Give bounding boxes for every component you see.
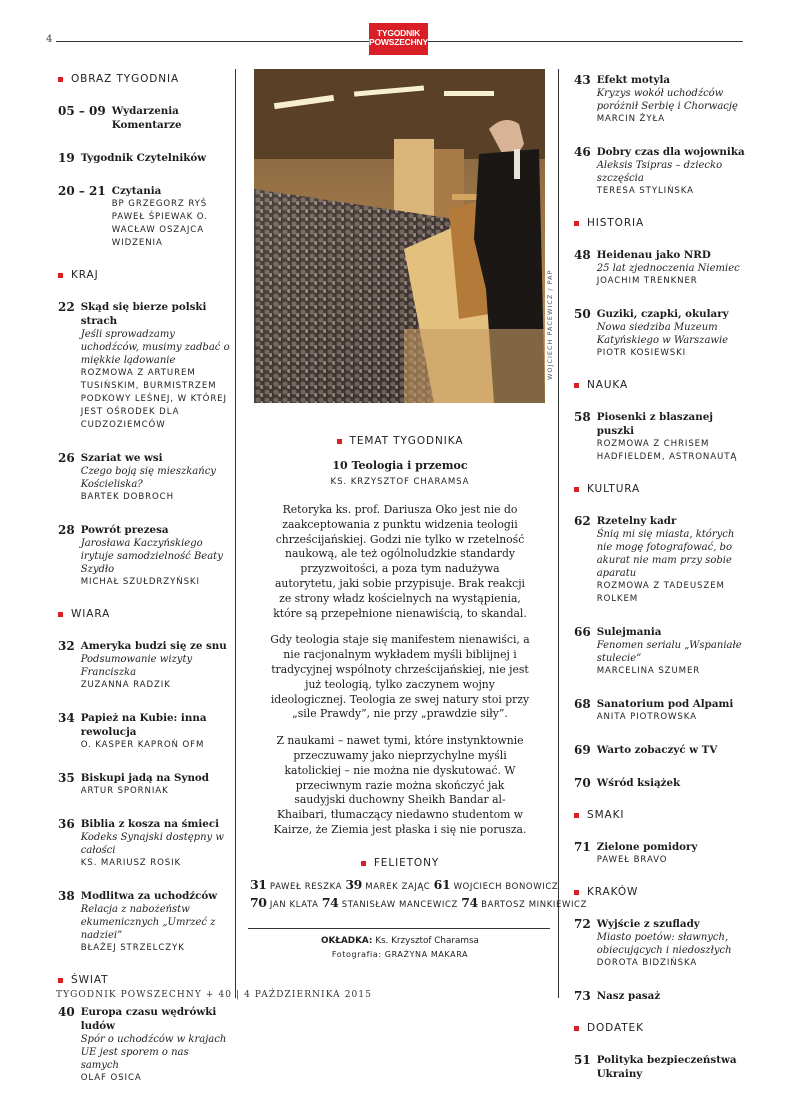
section-marker [574,487,579,492]
section-smaki: SMAKI [574,809,746,821]
feature-block [250,435,550,850]
feature-author: KS. KRZYSZTOF CHARAMSA [330,477,470,487]
toc-entry[interactable]: 46 Dobry czas dla wojownika Aleksis Tsipras – dziecko szczęścia TERESA STYLIŃSKA [574,145,745,196]
toc-entry[interactable]: 62 Rzetelny kadr Śnią mi się miasta, których nie mogę fotografować, bo akurat nie mam przy sobie aparatu ROZMOWA Z TADEUSZEM ROLKEM [574,514,735,604]
toc-entry[interactable]: 73 Nasz pasaż [574,989,661,1003]
cover-photo [254,69,545,403]
toc-entry[interactable]: 51 Polityka bezpieczeństwa Ukrainy [574,1053,737,1080]
section-swiat: ŚWIAT [58,974,230,986]
columnist-link[interactable]: JAN KLATA [269,900,319,910]
section-marker [574,813,579,818]
section-marker [574,221,579,226]
logo-line-1: TYGODNIK [376,28,421,38]
cover-rule [248,928,550,929]
toc-entry[interactable]: 36 Biblia z kosza na śmieci Kodeks Synajski dostępny w całości KS. MARIUSZ ROSIK [58,817,224,868]
toc-entry[interactable]: 72 Wyjście z szuflady Miasto poetów: sławnych, obiecujących i niedoszłych DOROTA BIDZIŃSKA [574,917,732,968]
section-obraz: OBRAZ TYGODNIA [58,73,230,85]
toc-entry[interactable]: 68 Sanatorium pod Alpami ANITA PIOTROWSKA [574,697,734,722]
section-historia: HISTORIA [574,217,746,229]
section-marker [58,978,63,983]
toc-entry[interactable]: 19 Tygodnik Czytelników [58,151,207,165]
columnist-link[interactable]: PAWEŁ RESZKA [269,882,343,892]
toc-entry[interactable]: 26 Szariat we wsi Czego boją się mieszkańcy Kościeliska? BARTEK DOBROCH [58,451,216,502]
toc-entry[interactable]: 32 Ameryka budzi się ze snu Podsumowanie wizyty Franciszka ZUZANNA RADZIK [58,639,227,690]
toc-entry[interactable]: 58 Piosenki z blaszanej puszki ROZMOWA Z CHRISEM HADFIELDEM, ASTRONAUTĄ [574,410,738,462]
columnist-link[interactable]: MAREK ZAJĄC [365,882,431,892]
column-rule-left [235,69,236,998]
toc-entry[interactable]: 22 Skąd się bierze polski strach Jeśli sprowadzamy uchodźców, musimy zadbać o miękkie lądowanie ROZMOWA Z ARTUREM TUSIŃSKIM, BURMISTRZEM PODKOWY LEŚNEJ, W KTÓREJ JEST OŚRODEK DLA CUDZOZIEMCÓW [58,300,230,430]
section-kraj: KRAJ [58,269,230,281]
columns-block [250,857,588,913]
toc-left-column [58,73,230,1104]
section-marker [58,612,63,617]
toc-entry[interactable]: 48 Heidenau jako NRD 25 lat zjednoczenia Niemiec JOACHIM TRENKNER [574,248,740,286]
toc-right-column [574,73,746,1100]
feature-heading[interactable]: 10 Teologia i przemoc [332,459,468,472]
magazine-logo [369,23,428,55]
toc-entry[interactable]: 70 Wśród książek [574,776,681,790]
section-marker [58,273,63,278]
section-kultura: KULTURA [574,483,746,495]
lecture-hall-photo [254,69,545,403]
section-wiara: WIARA [58,608,230,620]
feature-lead [250,503,550,838]
toc-entry[interactable]: 43 Efekt motyla Kryzys wokół uchodźców poróżnił Serbię i Chorwację MARCIN ŻYŁA [574,73,738,124]
toc-entry[interactable]: 69 Warto zobaczyć w TV [574,743,718,757]
section-krakow: KRAKÓW [574,886,746,898]
toc-entry[interactable]: 35 Biskupi jadą na Synod ARTUR SPORNIAK [58,771,210,796]
section-marker [574,890,579,895]
toc-entry[interactable]: 28 Powrót prezesa Jarosława Kaczyńskiego irytuje samodzielność Beaty Szydło MICHAŁ SZUŁDRZYŃSKI [58,523,223,587]
toc-entry[interactable]: 38 Modlitwa za uchodźców Relacja z nabożeństw ekumenicznych „Umrzeć z nadziei” BŁAŻEJ STRZELCZYK [58,889,218,953]
toc-entry[interactable]: 71 Zielone pomidory PAWEŁ BRAVO [574,840,698,865]
section-marker [574,1026,579,1031]
toc-entry[interactable]: 05 – 09 Wydarzenia Komentarze [58,104,182,131]
page-footer: TYGODNIK POWSZECHNY + 40 | 4 PAŹDZIERNIKA 2015 [56,990,373,1000]
section-marker [574,383,579,388]
toc-entry[interactable]: 66 Sulejmania Fenomen serialu „Wspaniałe stulecie” MARCELINA SZUMER [574,625,742,676]
columnist-link[interactable]: BARTOSZ MINKIEWICZ [481,900,588,910]
section-dodatek: DODATEK [574,1022,746,1034]
lead-paragraph: Gdy teologia staje się manifestem nienawiści, a nie racjonalnym wykładem myśli biblijnej i tradycyjnej wspólnoty chrześcijańskiej, nie jest już teologią, tylko zaczynem wojny ideologicznej. Teologia ze swej natury stoi przy „sile Prawdy”, nie przy „prawdzie siły”. [270,633,530,721]
section-marker [337,439,342,444]
cover-credit: OKŁADKA: Ks. Krzysztof Charamsa Fotografia: GRAŻYNA MAKARA [321,936,479,959]
lead-paragraph: Z naukami – nawet tymi, które instynktownie przeczuwamy jako nieprzychylne myśli katolickiej – nie można nie dyskutować. W przeciwnym razie można skończyć jak saudyjski duchowny Sheikh Bandar al-Khaibari, tłumaczący niedawno studentom w Kairze, że Ziemia jest płaska i się nie porusza. [273,734,527,836]
columnists-row: 31 PAWEŁ RESZKA 39 MAREK ZAJĄC 61 WOJCIECH BONOWICZ [250,877,559,892]
columnist-link[interactable]: WOJCIECH BONOWICZ [453,882,559,892]
section-marker [58,77,63,82]
section-marker [361,861,366,866]
logo-line-2: POWSZECHNY [369,37,428,47]
columnist-link[interactable]: STANISŁAW MANCEWICZ [341,900,458,910]
section-nauka: NAUKA [574,379,746,391]
section-temat: TEMAT TYGODNIKA [250,435,550,447]
toc-entry[interactable]: 20 – 21 Czytania BP GRZEGORZ RYŚ PAWEŁ ŚPIEWAK O. WACŁAW OSZAJCA WIDZENIA [58,184,208,248]
column-rule-right [558,69,559,998]
page-number: 4 [46,34,53,45]
toc-entry[interactable]: 40 Europa czasu wędrówki ludów Spór o uchodźców w krajach UE jest sporem o nas samych OLAF OSICA [58,1005,227,1083]
columnists-row: 70 JAN KLATA 74 STANISŁAW MANCEWICZ 74 BARTOSZ MINKIEWICZ [250,895,588,910]
photo-credit: WOJCIECH PACEWICZ / PAP [546,269,554,380]
lead-paragraph: Retoryka ks. prof. Dariusza Oko jest nie do zaakceptowania z punktu widzenia teologii chrześcijańskiej. Godzi nie tylko w rzetelność naukową, ale też ogólnoludzkie standardy przyzwoitości, a poza tym nadużywa autorytetu, jaki sobie przypisuje. Brak reakcji ze strony władz kościelnych na wystąpienia, które są przepełnione nienawiścią, to skandal. [273,503,527,620]
section-felietony: FELIETONY [250,857,550,869]
toc-entry[interactable]: 34 Papież na Kubie: inna rewolucja O. KASPER KAPROŃ OFM [58,711,207,750]
toc-entry[interactable]: 50 Guziki, czapki, okulary Nowa siedziba Muzeum Katyńskiego w Warszawie PIOTR KOSIEWSKI [574,307,729,358]
